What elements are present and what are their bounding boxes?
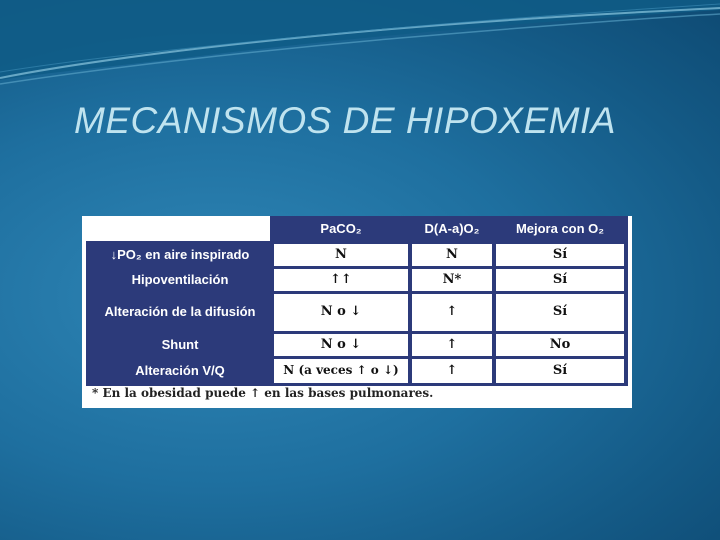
table-cell: N (a veces ↑ o ↓) (274, 359, 408, 383)
table-cell: Sí (496, 244, 624, 266)
hypoxemia-table (82, 216, 632, 408)
table-cell: N o ↓ (274, 294, 408, 331)
column-header: PaCO₂ (274, 218, 408, 241)
table-cell: ↑ (412, 334, 492, 356)
row-header: Hipoventilación (90, 269, 270, 291)
table-cell: N (274, 244, 408, 266)
table-cell: N (412, 244, 492, 266)
table-cell: ↑ (412, 359, 492, 383)
table-cell: Sí (496, 294, 624, 331)
table-cell: ↑ (412, 294, 492, 331)
table-cell: No (496, 334, 624, 356)
table-cell: N* (412, 269, 492, 291)
table-footnote: * En la obesidad puede ↑ en las bases pulmonares. (92, 386, 434, 400)
column-header: D(A-a)O₂ (412, 218, 492, 241)
slide-title: MECANISMOS DE HIPOXEMIA (74, 100, 616, 141)
table-frame (86, 216, 628, 386)
decorative-wave (0, 0, 720, 90)
table-cell: Sí (496, 359, 624, 383)
row-header: Alteración V/Q (90, 359, 270, 383)
column-header: Mejora con O₂ (496, 218, 624, 241)
table-cell: Sí (496, 269, 624, 291)
table-cell: ↑↑ (274, 269, 408, 291)
row-header: Shunt (90, 334, 270, 356)
row-header: ↓PO₂ en aire inspirado (90, 244, 270, 266)
table-corner (86, 216, 270, 241)
row-header: Alteración de la difusión (90, 294, 270, 331)
table-cell: N o ↓ (274, 334, 408, 356)
